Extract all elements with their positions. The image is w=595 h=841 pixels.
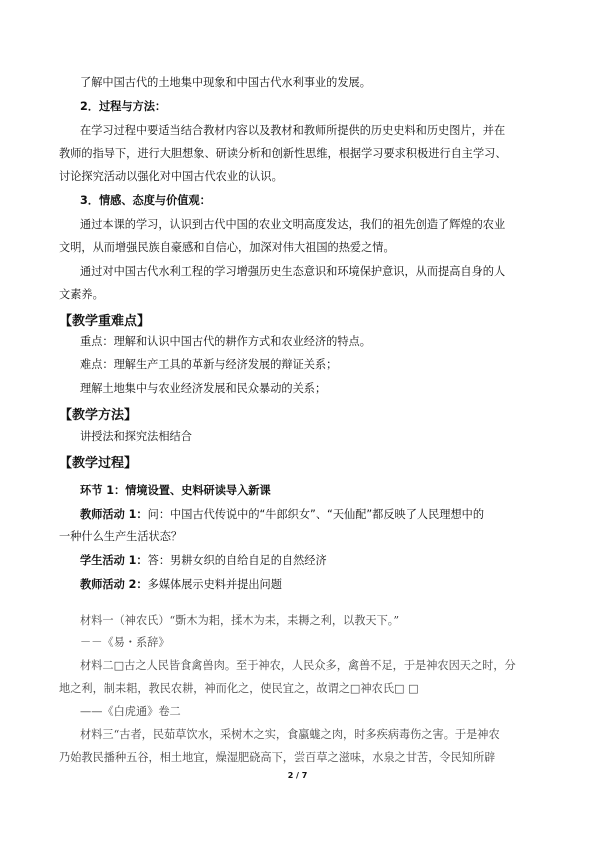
teacher-activity-1-label: 教师活动 1： bbox=[80, 508, 148, 521]
values-line-3: 通过对中国古代水利工程的学习增强历史生态意识和环境保护意识，从而提高自身的人 bbox=[80, 265, 506, 278]
teacher-activity-2 bbox=[80, 578, 282, 592]
process-method-line-2: 教师的指导下，进行大胆想象、研读分析和创新性思维，根据学习要求积极进行自主学习、 bbox=[59, 147, 507, 160]
material-1-source: －－《易・系辞》 bbox=[80, 636, 170, 649]
teacher-activity-2-label: 教师活动 2： bbox=[80, 578, 148, 591]
material-3-line-2: 乃始教民播种五谷，相土地宜，燥湿肥硗高下，尝百草之滋味，水泉之甘苦，令民知所辟 bbox=[59, 751, 496, 764]
heading-key-difficult-points: 【教学重难点】 bbox=[59, 314, 151, 329]
material-2-line-2: 地之利，制耒耜，教民农耕，神而化之，使民宜之，故谓之□神农氏□ □ bbox=[59, 682, 419, 695]
teacher-activity-2-text: 多媒体展示史料并提出问题 bbox=[147, 578, 282, 591]
teacher-activity-1-line-2: 一种什么生产生活状态？ bbox=[59, 530, 183, 543]
difficult-point-line-2: 理解土地集中与农业经济发展和民众暴动的关系； bbox=[80, 382, 327, 395]
heading-teaching-method: 【教学方法】 bbox=[59, 408, 138, 423]
process-method-line-1: 在学习过程中要适当结合教材内容以及教材和教师所提供的历史史料和历史图片，并在 bbox=[80, 124, 506, 137]
material-3-line-1: 材料三“古者，民茹草饮水，采树木之实，食蠃蛖之肉，时多疾病毒伤之害。于是神农 bbox=[80, 728, 500, 741]
process-method-line-3: 讨论探究活动以强化对中国古代农业的认识。 bbox=[59, 170, 283, 183]
teacher-activity-1 bbox=[80, 508, 484, 522]
material-2-line-1: 材料二□古之人民皆食禽兽肉。至于神农，人民众多，禽兽不足，于是神农因天之时，分 bbox=[80, 659, 516, 672]
student-activity-1 bbox=[80, 554, 327, 568]
teaching-method-line: 讲授法和探究法相结合 bbox=[80, 430, 192, 443]
page-number: 2 / 7 bbox=[287, 771, 308, 780]
material-2-source: ——《白虎通》卷二 bbox=[80, 705, 181, 718]
section-process-method-title: 2．过程与方法： bbox=[80, 100, 167, 113]
student-activity-1-label: 学生活动 1： bbox=[80, 554, 148, 567]
difficult-point-line: 难点：理解生产工具的革新与经济发展的辩证关系； bbox=[80, 358, 338, 371]
key-point-line: 重点：理解和认识中国古代的耕作方式和农业经济的特点。 bbox=[80, 335, 371, 348]
values-line-4: 文素养。 bbox=[59, 288, 104, 301]
values-line-2: 文明，从而增强民族自豪感和自信心，加深对伟大祖国的热爱之情。 bbox=[59, 241, 395, 254]
values-line-1: 通过本课的学习，认识到古代中国的农业文明高度发达，我们的祖先创造了辉煌的农业 bbox=[80, 218, 506, 231]
section-values-title: 3．情感、态度与价值观： bbox=[80, 194, 211, 207]
student-activity-1-text: 答：男耕女织的自给自足的自然经济 bbox=[147, 554, 327, 567]
objective-text-line: 了解中国古代的土地集中现象和中国古代水利事业的发展。 bbox=[80, 76, 371, 89]
teacher-activity-1-text: 问：中国古代传说中的“牛郎织女”、“天仙配”都反映了人民理想中的 bbox=[147, 508, 485, 521]
material-1-text: 材料一（神农氏）“斲木为耜，揉木为耒，耒耨之利，以教天下。” bbox=[80, 614, 400, 627]
heading-teaching-process: 【教学过程】 bbox=[59, 456, 138, 471]
step-1-title: 环节 1：情境设置、史料研读导入新课 bbox=[80, 484, 271, 497]
